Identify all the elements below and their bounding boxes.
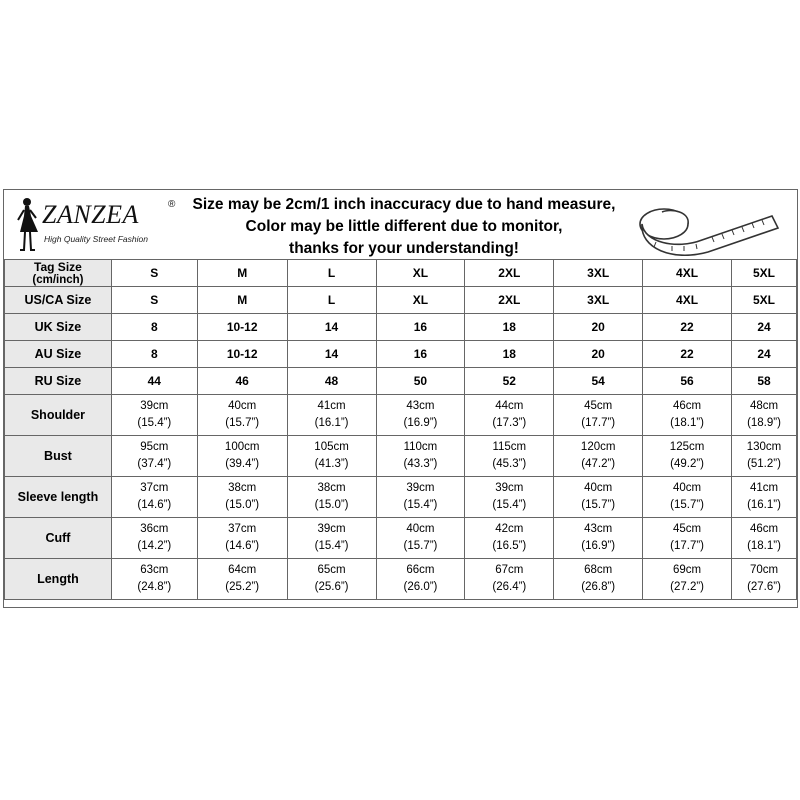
cm-value: 39cm	[140, 400, 169, 412]
size-header-cell: 4XL	[643, 260, 732, 287]
cm-value: 40cm	[584, 482, 613, 494]
size-header-cell: 3XL	[554, 260, 643, 287]
cm-value: 65cm	[317, 564, 346, 576]
measurement-cell	[376, 518, 465, 559]
cm-value: 115cm	[492, 441, 527, 453]
cm-value: 40cm	[406, 523, 435, 535]
cm-value: 95cm	[140, 441, 169, 453]
notice-line: thanks for your understanding!	[289, 240, 519, 257]
size-cell: 14	[287, 341, 376, 368]
measurement-cell	[376, 436, 465, 477]
row-header: AU Size	[5, 341, 112, 368]
row-header-unit: (cm/inch)	[32, 274, 84, 286]
inch-value: (16.9”)	[403, 417, 438, 429]
size-cell: 10-12	[197, 341, 287, 368]
measurement-cell	[732, 436, 797, 477]
size-cell: 14	[287, 314, 376, 341]
row-header-tag-size	[5, 260, 112, 287]
size-cell: 44	[111, 368, 197, 395]
measurement-cell	[465, 559, 554, 600]
measurement-cell	[111, 395, 197, 436]
size-cell: 56	[643, 368, 732, 395]
inch-value: (43.3”)	[403, 458, 438, 470]
measurement-cell	[197, 436, 287, 477]
size-chart	[3, 189, 798, 608]
inch-value: (14.6”)	[225, 540, 260, 552]
measurement-cell	[732, 518, 797, 559]
measurement-cell	[643, 518, 732, 559]
size-cell: 18	[465, 341, 554, 368]
cm-value: 48cm	[749, 400, 779, 412]
row-header: Cuff	[5, 518, 112, 559]
size-cell: 20	[554, 314, 643, 341]
measurement-cell	[197, 559, 287, 600]
inch-value: (16.9”)	[581, 540, 616, 552]
cm-value: 39cm	[406, 482, 435, 494]
size-cell: 8	[111, 314, 197, 341]
size-cell: XL	[376, 287, 465, 314]
cm-value: 120cm	[580, 441, 616, 453]
size-cell: 22	[643, 314, 732, 341]
size-cell: M	[197, 287, 287, 314]
measurement-cell	[732, 477, 797, 518]
size-cell: 48	[287, 368, 376, 395]
size-cell: 24	[732, 314, 797, 341]
cm-value: 37cm	[140, 482, 169, 494]
cm-value: 66cm	[406, 564, 435, 576]
measurement-cell	[465, 477, 554, 518]
measurement-cell	[197, 477, 287, 518]
brand-tagline: High Quality Street Fashion	[44, 234, 148, 244]
table-row	[5, 368, 797, 395]
inch-value: (15.7”)	[581, 499, 616, 511]
size-cell: 54	[554, 368, 643, 395]
row-header: Sleeve length	[5, 477, 112, 518]
table-row	[5, 395, 797, 436]
row-header: UK Size	[5, 314, 112, 341]
inch-value: (15.4”)	[314, 540, 349, 552]
table-row	[5, 341, 797, 368]
inch-value: (26.8”)	[581, 581, 616, 593]
cm-value: 67cm	[495, 564, 524, 576]
size-cell: 22	[643, 341, 732, 368]
size-header-cell: 5XL	[732, 260, 797, 287]
cm-value: 100cm	[224, 441, 260, 453]
cm-value: 68cm	[584, 564, 613, 576]
inch-value: (49.2”)	[670, 458, 704, 470]
inch-value: (24.8”)	[137, 581, 172, 593]
inch-value: (41.3”)	[314, 458, 349, 470]
size-header-cell: 2XL	[465, 260, 554, 287]
measurement-cell	[287, 436, 376, 477]
cm-value: 105cm	[314, 441, 349, 453]
row-header-label: Tag Size	[34, 260, 82, 274]
measurement-cell	[197, 518, 287, 559]
table-row	[5, 287, 797, 314]
size-cell: 16	[376, 314, 465, 341]
inch-value: (37.4”)	[137, 458, 172, 470]
size-cell: 2XL	[465, 287, 554, 314]
notice-line: Color may be little different due to monitor,	[245, 218, 563, 235]
measurement-cell	[732, 395, 797, 436]
size-cell: 8	[111, 341, 197, 368]
inch-value: (47.2”)	[581, 458, 616, 470]
cm-value: 38cm	[317, 482, 346, 494]
table-row	[5, 314, 797, 341]
cm-value: 40cm	[673, 482, 702, 494]
brand-logo	[8, 194, 188, 256]
size-cell: 18	[465, 314, 554, 341]
row-header: Shoulder	[5, 395, 112, 436]
inch-value: (45.3”)	[492, 458, 527, 470]
size-cell: 3XL	[554, 287, 643, 314]
size-cell: 58	[732, 368, 797, 395]
measurement-cell	[643, 436, 732, 477]
measurement-cell	[465, 436, 554, 477]
size-header-cell: S	[111, 260, 197, 287]
size-header-cell: L	[287, 260, 376, 287]
row-header: US/CA Size	[5, 287, 112, 314]
measurement-cell	[643, 559, 732, 600]
inch-value: (17.7”)	[670, 540, 704, 552]
measurement-cell	[554, 477, 643, 518]
cm-value: 45cm	[673, 523, 702, 535]
registered-mark: ®	[168, 199, 176, 210]
measurement-cell	[287, 395, 376, 436]
measurement-cell	[554, 395, 643, 436]
size-cell: 24	[732, 341, 797, 368]
inch-value: (15.7”)	[403, 540, 438, 552]
measurement-cell	[643, 395, 732, 436]
size-cell: S	[111, 287, 197, 314]
inch-value: (25.6”)	[314, 581, 349, 593]
size-cell: 52	[465, 368, 554, 395]
row-header: RU Size	[5, 368, 112, 395]
measurement-cell	[111, 477, 197, 518]
cm-value: 36cm	[140, 523, 169, 535]
size-cell: 4XL	[643, 287, 732, 314]
cm-value: 40cm	[228, 400, 257, 412]
size-header-cell: XL	[376, 260, 465, 287]
inch-value: (14.2”)	[137, 540, 172, 552]
measurement-cell	[111, 559, 197, 600]
measurement-cell	[197, 395, 287, 436]
inch-value: (15.0”)	[314, 499, 349, 511]
size-cell: 10-12	[197, 314, 287, 341]
inch-value: (26.4”)	[492, 581, 527, 593]
inch-value: (16.5”)	[492, 540, 527, 552]
size-notice	[184, 194, 624, 260]
cm-value: 70cm	[749, 564, 779, 576]
cm-value: 41cm	[317, 400, 346, 412]
inch-value: (15.7”)	[670, 499, 704, 511]
cm-value: 64cm	[228, 564, 257, 576]
inch-value: (51.2”)	[747, 458, 781, 470]
measurement-cell	[554, 518, 643, 559]
inch-value: (15.4”)	[492, 499, 527, 511]
cm-value: 43cm	[406, 400, 435, 412]
inch-value: (18.1”)	[670, 417, 704, 429]
inch-value: (18.9”)	[747, 417, 781, 429]
cm-value: 63cm	[140, 564, 169, 576]
cm-value: 110cm	[403, 441, 438, 453]
cm-value: 41cm	[749, 482, 779, 494]
inch-value: (17.3”)	[492, 417, 527, 429]
brand-name: ZANZEA	[42, 200, 139, 229]
cm-value: 39cm	[495, 482, 524, 494]
cm-value: 69cm	[673, 564, 702, 576]
inch-value: (15.7”)	[225, 417, 260, 429]
measurement-cell	[643, 477, 732, 518]
inch-value: (17.7”)	[581, 417, 616, 429]
size-cell: 46	[197, 368, 287, 395]
cm-value: 44cm	[495, 400, 524, 412]
size-cell: 50	[376, 368, 465, 395]
inch-value: (27.2”)	[670, 581, 704, 593]
chart-header	[4, 190, 797, 260]
measuring-tape-icon	[632, 194, 782, 256]
inch-value: (14.6”)	[137, 499, 172, 511]
size-cell: 20	[554, 341, 643, 368]
cm-value: 37cm	[228, 523, 257, 535]
measurement-cell	[111, 436, 197, 477]
measurement-cell	[376, 477, 465, 518]
cm-value: 45cm	[584, 400, 613, 412]
cm-value: 38cm	[228, 482, 257, 494]
measurement-cell	[376, 559, 465, 600]
measurement-cell	[376, 395, 465, 436]
inch-value: (26.0”)	[403, 581, 438, 593]
row-header: Length	[5, 559, 112, 600]
cm-value: 46cm	[749, 523, 779, 535]
size-header-cell: M	[197, 260, 287, 287]
inch-value: (15.4”)	[137, 417, 172, 429]
table-row	[5, 436, 797, 477]
cm-value: 46cm	[673, 400, 702, 412]
inch-value: (16.1”)	[747, 499, 781, 511]
size-cell: 5XL	[732, 287, 797, 314]
inch-value: (15.4”)	[403, 499, 438, 511]
size-table	[4, 259, 797, 600]
cm-value: 130cm	[746, 441, 782, 453]
inch-value: (18.1”)	[747, 540, 781, 552]
measurement-cell	[287, 559, 376, 600]
measurement-cell	[554, 559, 643, 600]
woman-silhouette-icon	[14, 196, 42, 254]
table-row	[5, 518, 797, 559]
table-row	[5, 559, 797, 600]
table-row	[5, 477, 797, 518]
inch-value: (15.0”)	[225, 499, 260, 511]
size-cell: L	[287, 287, 376, 314]
measurement-cell	[465, 395, 554, 436]
measurement-cell	[287, 477, 376, 518]
row-header: Bust	[5, 436, 112, 477]
measurement-cell	[554, 436, 643, 477]
notice-line: Size may be 2cm/1 inch inaccuracy due to hand measure,	[192, 196, 616, 213]
cm-value: 39cm	[317, 523, 346, 535]
inch-value: (27.6”)	[747, 581, 781, 593]
measurement-cell	[732, 559, 797, 600]
inch-value: (25.2”)	[225, 581, 260, 593]
measurement-cell	[465, 518, 554, 559]
inch-value: (39.4”)	[225, 458, 260, 470]
inch-value: (16.1”)	[314, 417, 349, 429]
cm-value: 125cm	[669, 441, 705, 453]
measurement-cell	[111, 518, 197, 559]
cm-value: 42cm	[495, 523, 524, 535]
size-cell: 16	[376, 341, 465, 368]
table-row-tag-size	[5, 260, 797, 287]
cm-value: 43cm	[584, 523, 613, 535]
measurement-cell	[287, 518, 376, 559]
